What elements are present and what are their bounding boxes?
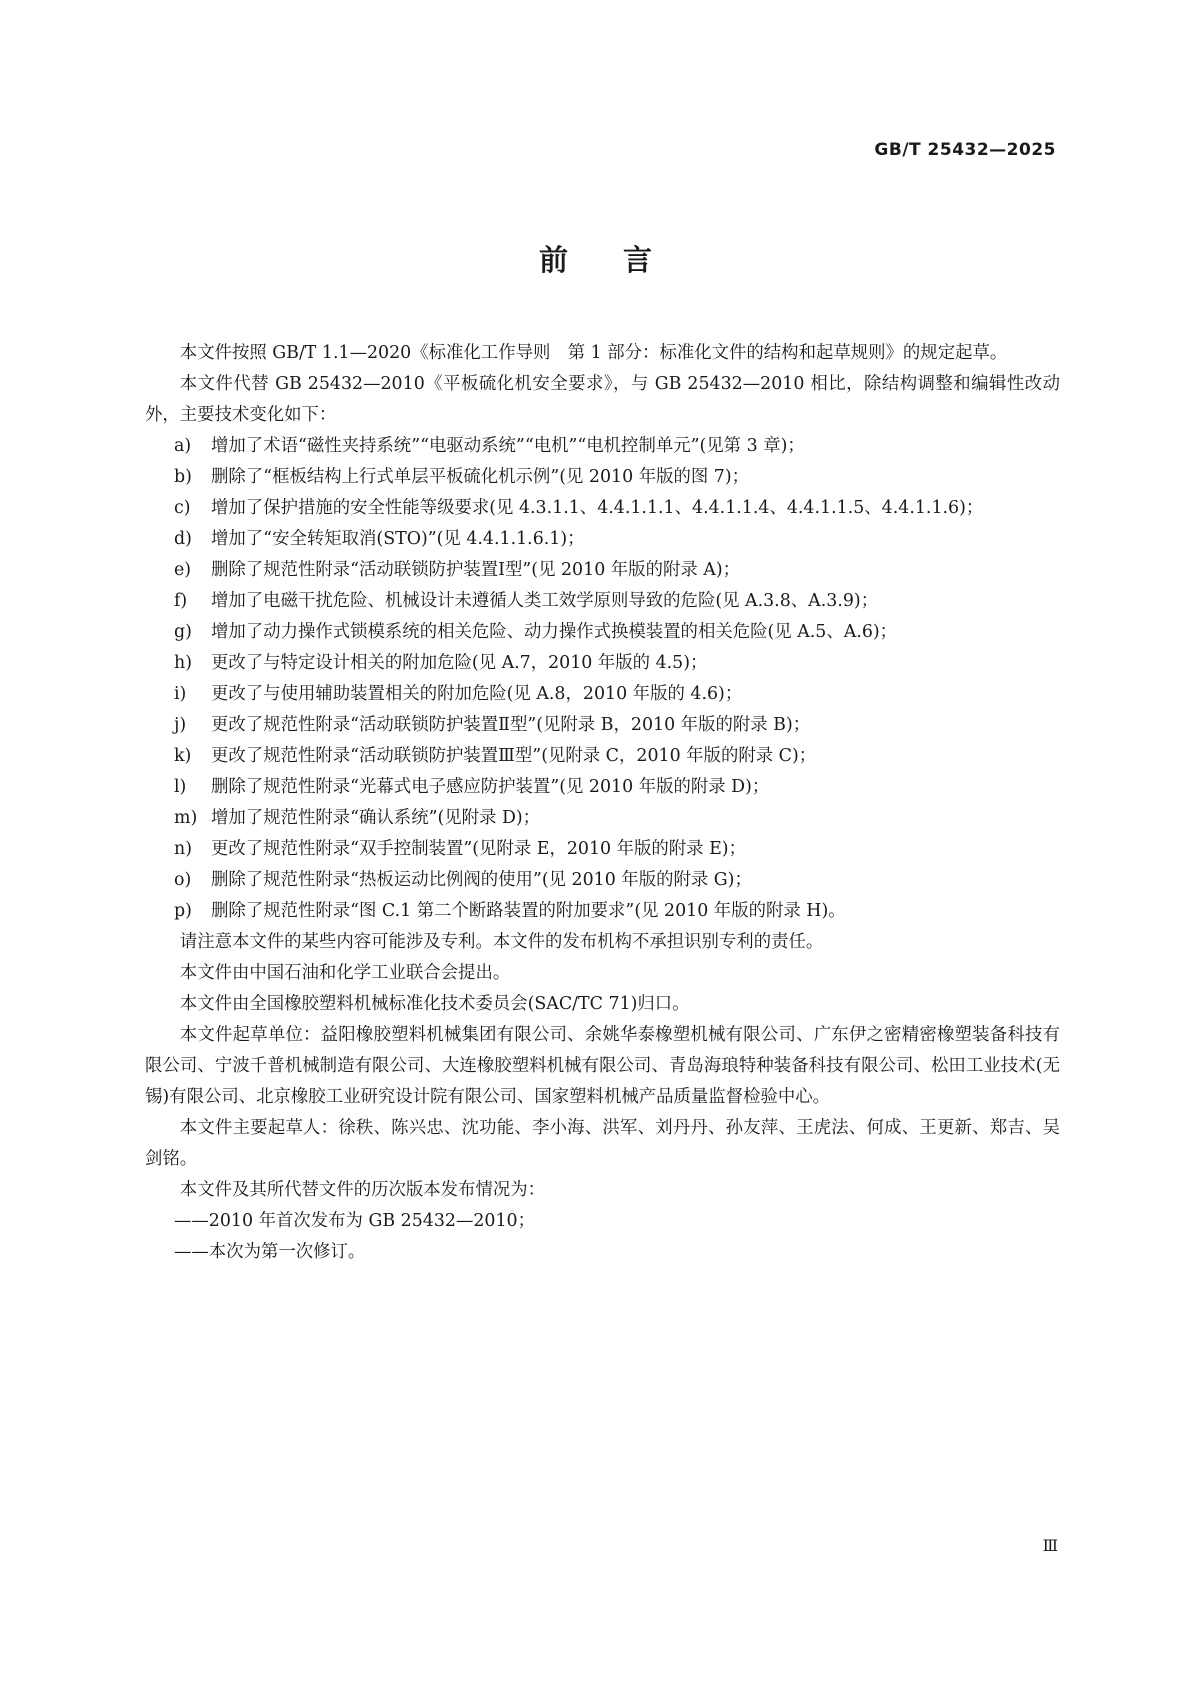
list-text: 删除了规范性附录“光幕式电子感应防护装置”(见 2010 年版的附录 D)； — [211, 777, 770, 797]
list-marker: b) — [174, 467, 192, 487]
list-item — [174, 555, 1060, 586]
list-item — [174, 741, 1060, 772]
paragraph-technical-committee: 本文件由全国橡胶塑料机械标准化技术委员会(SAC/TC 71)归口。 — [179, 994, 690, 1014]
list-marker: k) — [174, 746, 192, 766]
changes-list — [145, 431, 1060, 927]
list-item — [174, 679, 1060, 710]
list-text: 增加了“安全转矩取消(STO)”(见 4.4.1.1.6.1)； — [211, 529, 585, 549]
list-text: 删除了规范性附录“图 C.1 第二个断路装置的附加要求”(见 2010 年版的附录 H)。 — [211, 901, 846, 921]
list-item — [174, 493, 1060, 524]
paragraph-drafting-rules: 本文件按照 GB/T 1.1—2020《标准化工作导则 第 1 部分：标准化文件的结构和起草规则》的规定起草。 — [179, 343, 1008, 363]
list-item — [174, 431, 1060, 462]
list-item — [174, 617, 1060, 648]
paragraph-patent-notice: 请注意本文件的某些内容可能涉及专利。本文件的发布机构不承担识别专利的责任。 — [179, 932, 824, 952]
list-text: 更改了与特定设计相关的附加危险(见 A.7，2010 年版的 4.5)； — [211, 653, 708, 673]
paragraph-replacement: 本文件代替 GB 25432—2010《平板硫化机安全要求》，与 GB 25432—2010 相比，除结构调整和编辑性改动外，主要技术变化如下： — [145, 374, 1060, 425]
list-marker: g) — [174, 622, 192, 642]
list-marker: p) — [174, 901, 192, 921]
paragraph-proposer: 本文件由中国石油和化学工业联合会提出。 — [179, 963, 511, 983]
list-item — [174, 586, 1060, 617]
list-marker: i) — [174, 684, 187, 704]
page-title: 前言 — [538, 243, 707, 277]
paragraph-drafting-organizations: 本文件起草单位：益阳橡胶塑料机械集团有限公司、余姚华泰橡塑机械有限公司、广东伊之密精密橡塑装备科技有限公司、宁波千普机械制造有限公司、大连橡胶塑料机械有限公司、青岛海琅特种装备科技有限公司、松田工业技术(无锡)有限公司、北京橡胶工业研究设计院有限公司、国家塑料机械产品质量监督检验中心。 — [145, 1025, 1060, 1107]
list-text: 更改了规范性附录“活动联锁防护装置Ⅱ型”(见附录 B，2010 年版的附录 B)； — [211, 715, 811, 735]
list-marker: l) — [174, 777, 187, 797]
list-item — [174, 648, 1060, 679]
list-text: 更改了规范性附录“双手控制装置”(见附录 E，2010 年版的附录 E)； — [211, 839, 746, 859]
list-text: 增加了保护措施的安全性能等级要求(见 4.3.1.1、4.4.1.1.1、4.4.1.1.4、4.4.1.1.5、4.4.1.1.6)； — [211, 498, 984, 518]
list-marker: c) — [174, 498, 191, 518]
list-item — [174, 462, 1060, 493]
list-marker: m) — [174, 808, 198, 828]
list-text: 删除了规范性附录“热板运动比例阀的使用”(见 2010 年版的附录 G)； — [211, 870, 752, 890]
list-text: 删除了“框板结构上行式单层平板硫化机示例”(见 2010 年版的图 7)； — [211, 467, 750, 487]
list-item — [174, 710, 1060, 741]
list-marker: j) — [174, 715, 187, 735]
list-marker: a) — [174, 436, 192, 456]
list-text: 增加了术语“磁性夹持系统”“电驱动系统”“电机”“电机控制单元”(见第 3 章)； — [211, 436, 805, 456]
standard-code: GB/T 25432—2025 — [874, 140, 1056, 160]
list-text: 增加了规范性附录“确认系统”(见附录 D)； — [211, 808, 541, 828]
list-text: 更改了与使用辅助装置相关的附加危险(见 A.8，2010 年版的 4.6)； — [211, 684, 743, 704]
list-item — [174, 834, 1060, 865]
list-marker: d) — [174, 529, 192, 549]
list-text: 增加了动力操作式锁模系统的相关危险、动力操作式换模装置的相关危险(见 A.5、A.6)； — [211, 622, 898, 642]
history-item: ——2010 年首次发布为 GB 25432—2010； — [174, 1211, 536, 1231]
paragraph-version-history: 本文件及其所代替文件的历次版本发布情况为： — [179, 1180, 546, 1200]
list-item — [174, 803, 1060, 834]
list-text: 更改了规范性附录“活动联锁防护装置Ⅲ型”(见附录 C，2010 年版的附录 C)； — [211, 746, 817, 766]
list-item — [174, 772, 1060, 803]
preface-body — [145, 338, 1060, 1268]
page-number: Ⅲ — [1042, 1536, 1058, 1555]
list-marker: e) — [174, 560, 192, 580]
list-item — [174, 896, 1060, 927]
list-marker: n) — [174, 839, 192, 859]
list-item — [174, 524, 1060, 555]
list-text: 删除了规范性附录“活动联锁防护装置Ⅰ型”(见 2010 年版的附录 A)； — [211, 560, 740, 580]
list-marker: o) — [174, 870, 192, 890]
history-item: ——本次为第一次修订。 — [174, 1242, 366, 1262]
list-marker: h) — [174, 653, 192, 673]
paragraph-drafters: 本文件主要起草人：徐秩、陈兴忠、沈功能、李小海、洪军、刘丹丹、孙友萍、王虎法、何成、王更新、郑吉、吴剑铭。 — [145, 1118, 1060, 1169]
list-marker: f) — [174, 591, 188, 611]
list-item — [174, 865, 1060, 896]
list-text: 增加了电磁干扰危险、机械设计未遵循人类工效学原则导致的危险(见 A.3.8、A.3.9)； — [211, 591, 879, 611]
